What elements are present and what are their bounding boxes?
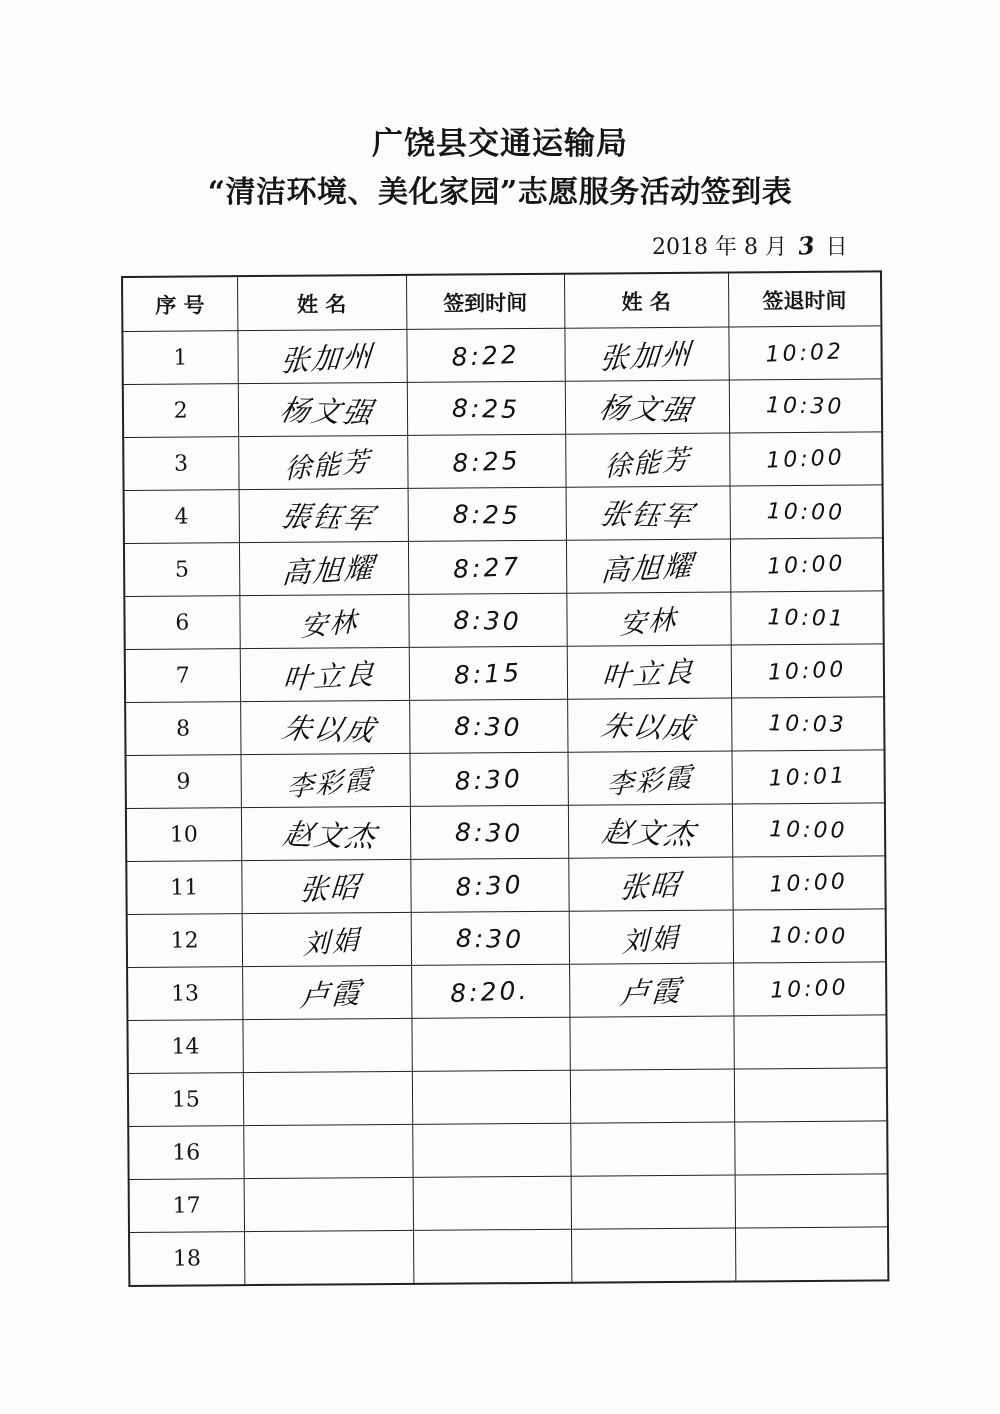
row-number-cell: 11: [126, 861, 241, 915]
table-row: [122, 326, 881, 385]
sheet-date: [652, 230, 848, 264]
checkin-signature-cell: [238, 382, 407, 436]
checkin-time-cell: [411, 1017, 569, 1071]
checkin-time-cell: [412, 1123, 570, 1177]
checkout-time: 10:00: [766, 550, 847, 580]
checkin-time: 8:27: [452, 551, 522, 584]
checkin-signature: 張钰军: [277, 498, 378, 536]
document-title: 广饶县交通运输局: [372, 126, 628, 162]
checkin-time-cell: [408, 593, 566, 647]
row-number-cell: 12: [127, 914, 242, 968]
checkin-time: 8:30: [455, 923, 525, 954]
checkout-signature-cell: [570, 1122, 734, 1176]
checkout-time-cell: [729, 432, 882, 486]
checkout-time-cell: [732, 803, 885, 857]
checkin-signature-cell: [241, 753, 410, 807]
checkin-time-cell: [408, 540, 566, 594]
checkout-time: 10:01: [767, 604, 847, 632]
row-number-cell: 15: [128, 1073, 243, 1127]
checkin-time: 8:30: [454, 763, 524, 796]
checkin-time: 8:30: [454, 869, 525, 902]
checkout-time-cell: [730, 485, 883, 539]
checkin-time-cell: [410, 858, 568, 912]
row-number-cell: 18: [129, 1232, 244, 1286]
checkin-time: 8:30: [453, 711, 523, 742]
checkin-signature: 赵文杰: [280, 816, 381, 854]
checkout-time: 10:00: [767, 656, 847, 686]
checkin-time-cell: [412, 1070, 570, 1124]
checkout-signature-cell: [567, 645, 731, 699]
checkout-signature-cell: [571, 1175, 735, 1229]
checkin-time-cell: [413, 1229, 571, 1284]
checkout-signature-cell: [565, 380, 729, 434]
checkout-time: 10:02: [765, 338, 845, 368]
checkout-signature-cell: [570, 1069, 734, 1123]
header-serial-number: 序 号: [122, 276, 237, 331]
checkout-time-cell: [729, 379, 882, 433]
checkin-signature-cell: [240, 700, 409, 754]
checkin-time: 8:25: [452, 499, 522, 530]
checkin-signature: 徐能芳: [284, 445, 372, 486]
checkin-time-cell: [406, 328, 564, 382]
checkin-signature-cell: [243, 1124, 412, 1178]
checkin-time-cell: [413, 1176, 571, 1230]
checkout-time: 10:00: [766, 498, 846, 526]
checkout-signature: 叶立良: [600, 653, 697, 694]
row-number-cell: 7: [125, 649, 240, 703]
checkout-signature-cell: [569, 910, 733, 964]
checkout-signature: 赵文杰: [599, 814, 700, 851]
checkin-signature: 杨文强: [277, 392, 378, 430]
row-number-cell: 3: [123, 437, 238, 491]
checkout-time: 10:03: [768, 710, 847, 738]
checkin-time: 8:30: [453, 605, 522, 636]
table-row: [127, 1015, 886, 1074]
checkin-signature: 刘娟: [302, 924, 361, 961]
table-row: [125, 644, 884, 703]
row-number-cell: 4: [124, 490, 239, 544]
checkout-time-cell: [735, 1227, 888, 1282]
checkout-signature-cell: [569, 1016, 733, 1070]
checkin-time: 8:15: [453, 657, 523, 690]
checkout-signature: 杨文强: [596, 390, 697, 427]
checkin-time-cell: [411, 911, 569, 965]
checkout-signature: 张钰军: [597, 496, 698, 533]
row-number-cell: 13: [127, 967, 242, 1021]
table-header-row: [122, 271, 881, 331]
checkout-signature: 高旭耀: [600, 547, 696, 588]
checkout-time: 10:00: [769, 922, 849, 950]
row-number-cell: 16: [128, 1126, 243, 1180]
checkout-time-cell: [734, 1121, 887, 1175]
checkout-signature-cell: [566, 539, 730, 593]
checkin-signature: 李彩霞: [286, 763, 374, 804]
table-row: [129, 1227, 888, 1286]
checkout-time: 10:01: [768, 762, 848, 792]
checkin-signature: 安林: [299, 606, 359, 643]
table-row: [126, 750, 885, 809]
checkin-signature-cell: [239, 541, 408, 595]
checkout-time-cell: [730, 538, 883, 592]
checkout-time: 10:00: [769, 868, 849, 898]
checkin-time: 8:30: [454, 817, 524, 848]
table-row: [128, 1068, 887, 1127]
checkout-time-cell: [735, 1174, 888, 1228]
row-number-cell: 10: [126, 808, 241, 862]
table-row: [127, 909, 886, 968]
checkout-time-cell: [732, 856, 885, 910]
table-body: [122, 326, 888, 1286]
checkin-signature-cell: [243, 1071, 412, 1125]
checkin-signature-cell: [244, 1177, 413, 1231]
row-number-cell: 1: [122, 331, 237, 385]
row-number-cell: 8: [125, 702, 240, 756]
table-row: [126, 803, 885, 862]
checkin-signature-cell: [241, 806, 410, 860]
checkin-time: 8:20.: [450, 975, 531, 1008]
header-checkout-name: 姓 名: [564, 273, 728, 329]
date-day-suffix: 日: [825, 235, 848, 260]
checkout-time-cell: [728, 326, 881, 380]
header-checkin-name: 姓 名: [237, 275, 406, 331]
checkout-signature: 李彩霞: [606, 761, 694, 801]
row-number-cell: 9: [126, 755, 241, 809]
checkin-signature-cell: [244, 1230, 413, 1285]
checkout-time: 10:30: [765, 392, 845, 420]
checkin-signature: 叶立良: [281, 656, 378, 696]
checkout-signature-cell: [569, 963, 733, 1017]
checkin-signature-cell: [240, 647, 409, 701]
table-row: [126, 856, 885, 915]
checkout-signature-cell: [564, 327, 728, 381]
sign-in-table: [121, 270, 889, 1287]
table-row: [128, 1121, 887, 1180]
checkin-signature-cell: [242, 912, 411, 966]
checkout-signature-cell: [568, 857, 732, 911]
checkin-signature-cell: [242, 965, 411, 1019]
table-row: [129, 1174, 888, 1233]
table-row: [124, 538, 883, 597]
checkout-signature-cell: [568, 804, 732, 858]
checkin-signature-cell: [238, 435, 407, 489]
checkin-time: 8:25: [451, 393, 521, 424]
table-row: [124, 485, 883, 544]
checkout-time-cell: [731, 644, 884, 698]
checkout-signature: 刘娟: [621, 921, 680, 959]
checkin-signature-cell: [241, 859, 410, 913]
checkout-time-cell: [733, 909, 886, 963]
checkin-time-cell: [407, 381, 565, 435]
checkin-signature: 高旭耀: [280, 550, 377, 590]
checkin-time-cell: [409, 699, 567, 753]
table-row: [124, 591, 883, 650]
checkout-time-cell: [734, 1068, 887, 1122]
checkin-signature: 卢霞: [299, 975, 364, 1013]
checkout-signature-cell: [565, 433, 729, 487]
checkin-time-cell: [410, 752, 568, 806]
checkout-signature: 张加州: [598, 335, 695, 376]
row-number-cell: 6: [124, 596, 239, 650]
checkout-signature-cell: [567, 698, 731, 752]
checkout-time-cell: [731, 750, 884, 804]
checkin-time-cell: [407, 434, 565, 488]
checkout-signature: 安林: [619, 603, 678, 641]
checkin-time: 8:25: [451, 445, 522, 478]
checkin-time-cell: [409, 646, 567, 700]
checkin-signature-cell: [237, 329, 406, 383]
checkout-signature-cell: [566, 486, 730, 540]
checkin-signature-cell: [239, 488, 408, 542]
table-row: [123, 379, 882, 438]
checkout-signature: 朱以成: [599, 708, 699, 745]
table-row: [127, 962, 886, 1021]
checkout-time: 10:00: [768, 816, 848, 844]
document-subtitle: “清洁环境、美化家园”志愿服务活动签到表: [207, 175, 793, 210]
row-number-cell: 2: [123, 384, 238, 438]
header-checkout-time: 签退时间: [728, 271, 881, 327]
checkout-signature: 张昭: [618, 866, 683, 905]
checkout-signature-cell: [571, 1228, 735, 1283]
table-row: [123, 432, 882, 491]
checkin-time-cell: [410, 805, 568, 859]
date-day-handwritten: 3: [796, 230, 817, 261]
checkout-signature-cell: [566, 592, 730, 646]
table-row: [125, 697, 884, 756]
checkin-signature-cell: [242, 1018, 411, 1072]
checkout-time-cell: [730, 591, 883, 645]
header-checkin-time: 签到时间: [406, 274, 564, 330]
checkout-signature: 徐能芳: [603, 443, 691, 483]
checkout-time: 10:00: [769, 974, 850, 1004]
checkout-time: 10:00: [765, 444, 846, 474]
checkout-signature: 卢霞: [618, 972, 684, 1011]
checkin-time-cell: [408, 487, 566, 541]
checkin-time-cell: [411, 964, 569, 1018]
row-number-cell: 17: [129, 1179, 244, 1233]
checkout-time-cell: [733, 1015, 886, 1069]
checkin-signature: 张加州: [279, 338, 375, 378]
row-number-cell: 5: [124, 543, 239, 597]
checkin-signature: 朱以成: [279, 710, 380, 748]
checkin-time: 8:22: [450, 339, 521, 372]
date-year-month: 2018 年 8 月: [652, 235, 787, 260]
checkout-signature-cell: [568, 751, 732, 805]
checkin-signature-cell: [239, 594, 408, 648]
row-number-cell: 14: [127, 1020, 242, 1074]
checkin-signature: 张昭: [298, 869, 364, 907]
checkout-time-cell: [731, 697, 884, 751]
checkout-time-cell: [733, 962, 886, 1016]
